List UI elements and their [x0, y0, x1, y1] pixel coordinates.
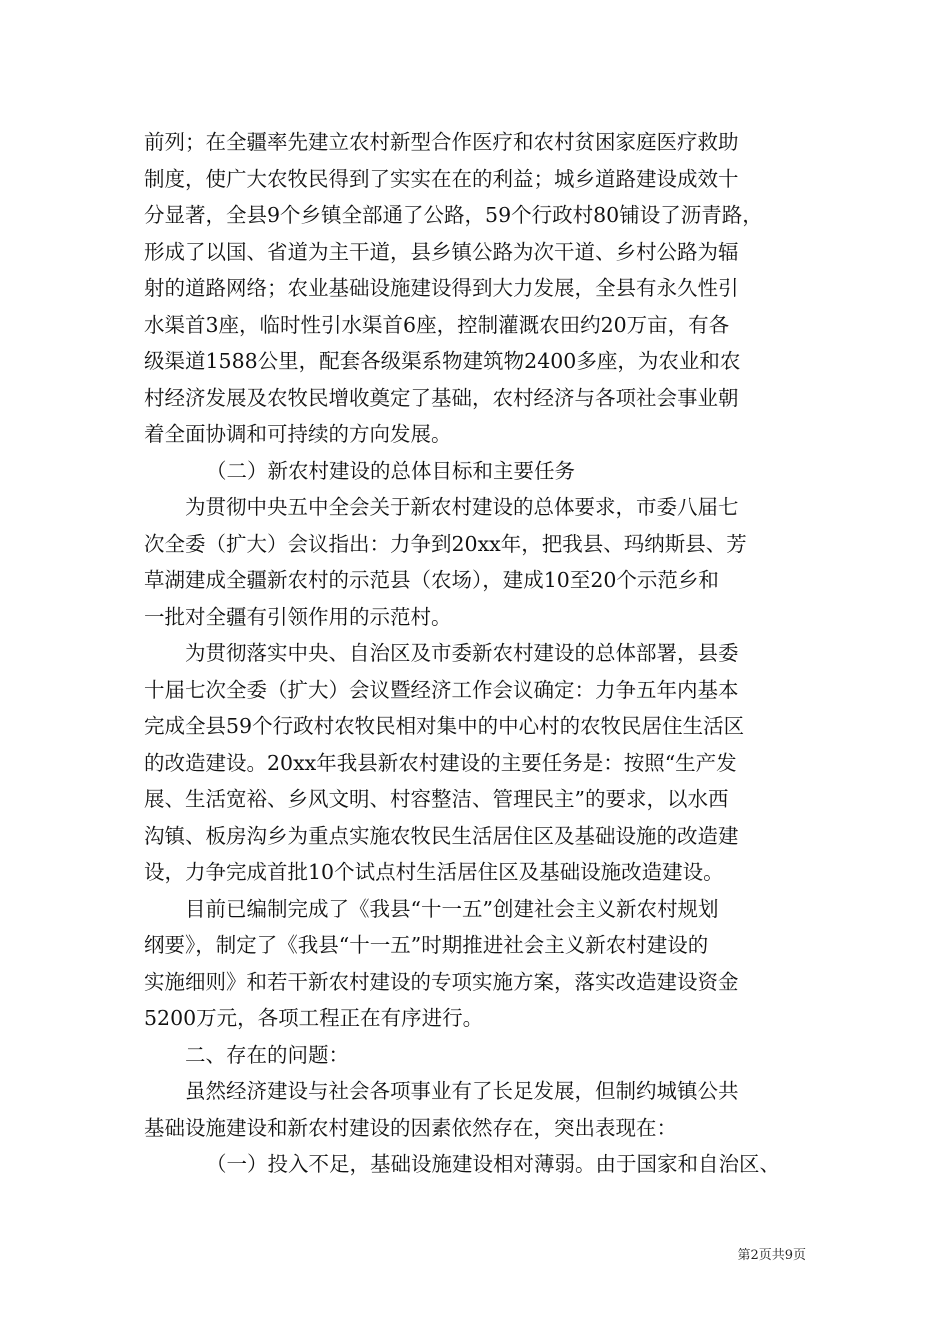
text-line: 为贯彻落实中央、自治区及市委新农村建设的总体部署，县委 — [185, 641, 739, 665]
section-heading: （二）新农村建设的总体目标和主要任务 — [206, 458, 575, 483]
text-line: 5200万元，各项工程正在有序进行。 — [144, 1006, 484, 1030]
text-line: 目前已编制完成了《我县“十一五”创建社会主义新农村规划 — [185, 896, 719, 921]
text-line: 展、生活宽裕、乡风文明、村容整洁、管理民主”的要求，以水西 — [144, 787, 729, 811]
document-body — [144, 124, 816, 1183]
page-number: 第2页共9页 — [737, 1248, 806, 1263]
text-line: 分显著，全县9个乡镇全部通了公路，59个行政村80铺设了沥青路， — [144, 203, 763, 227]
text-line: 十届七次全委（扩大）会议暨经济工作会议确定：力争五年内基本 — [144, 677, 739, 702]
section-heading: （一）投入不足，基础设施建设相对薄弱。由于国家和自治区、 — [206, 1152, 780, 1176]
section-heading: 二、存在的问题： — [185, 1042, 349, 1067]
text-line: 设，力争完成首批10个试点村生活居住区及基础设施改造建设。 — [144, 860, 724, 884]
text-line: 前列；在全疆率先建立农村新型合作医疗和农村贫困家庭医疗救助 — [144, 130, 739, 154]
text-line: 次全委（扩大）会议指出：力争到20xx年，把我县、玛纳斯县、芳 — [144, 531, 747, 556]
text-line: 形成了以国、省道为主干道，县乡镇公路为次干道、乡村公路为辐 — [144, 239, 739, 264]
text-line: 的改造建设。20xx年我县新农村建设的主要任务是：按照“生产发 — [144, 750, 737, 775]
text-line: 虽然经济建设与社会各项事业有了长足发展，但制约城镇公共 — [185, 1079, 739, 1103]
text-line: 水渠首3座，临时性引水渠首6座，控制灌溉农田约20万亩，有各 — [144, 312, 730, 337]
text-line: 完成全县59个行政村农牧民相对集中的中心村的农牧民居住生活区 — [144, 714, 745, 738]
text-line: 基础设施建设和新农村建设的因素依然存在，突出表现在： — [144, 1115, 677, 1140]
text-line: 级渠道1588公里，配套各级渠系物建筑物2400多座，为农业和农 — [144, 349, 741, 373]
text-line: 着全面协调和可持续的方向发展。 — [144, 422, 452, 446]
text-line: 实施细则》和若干新农村建设的专项实施方案，落实改造建设资金 — [144, 969, 739, 994]
text-line: 纲要》，制定了《我县“十一五”时期推进社会主义新农村建设的 — [144, 933, 709, 957]
text-line: 制度，使广大农牧民得到了实实在在的利益；城乡道路建设成效十 — [144, 166, 739, 191]
text-line: 草湖建成全疆新农村的示范县（农场），建成10至20个示范乡和 — [144, 568, 719, 592]
text-line: 射的道路网络；农业基础设施建设得到大力发展，全县有永久性引 — [144, 276, 739, 300]
text-line: 一批对全疆有引领作用的示范村。 — [144, 604, 452, 629]
text-line: 沟镇、板房沟乡为重点实施农牧民生活居住区及基础设施的改造建 — [144, 823, 739, 848]
text-line: 为贯彻中央五中全会关于新农村建设的总体要求，市委八届七 — [185, 495, 739, 519]
text-line: 村经济发展及农牧民增收奠定了基础，农村经济与各项社会事业朝 — [144, 385, 739, 410]
